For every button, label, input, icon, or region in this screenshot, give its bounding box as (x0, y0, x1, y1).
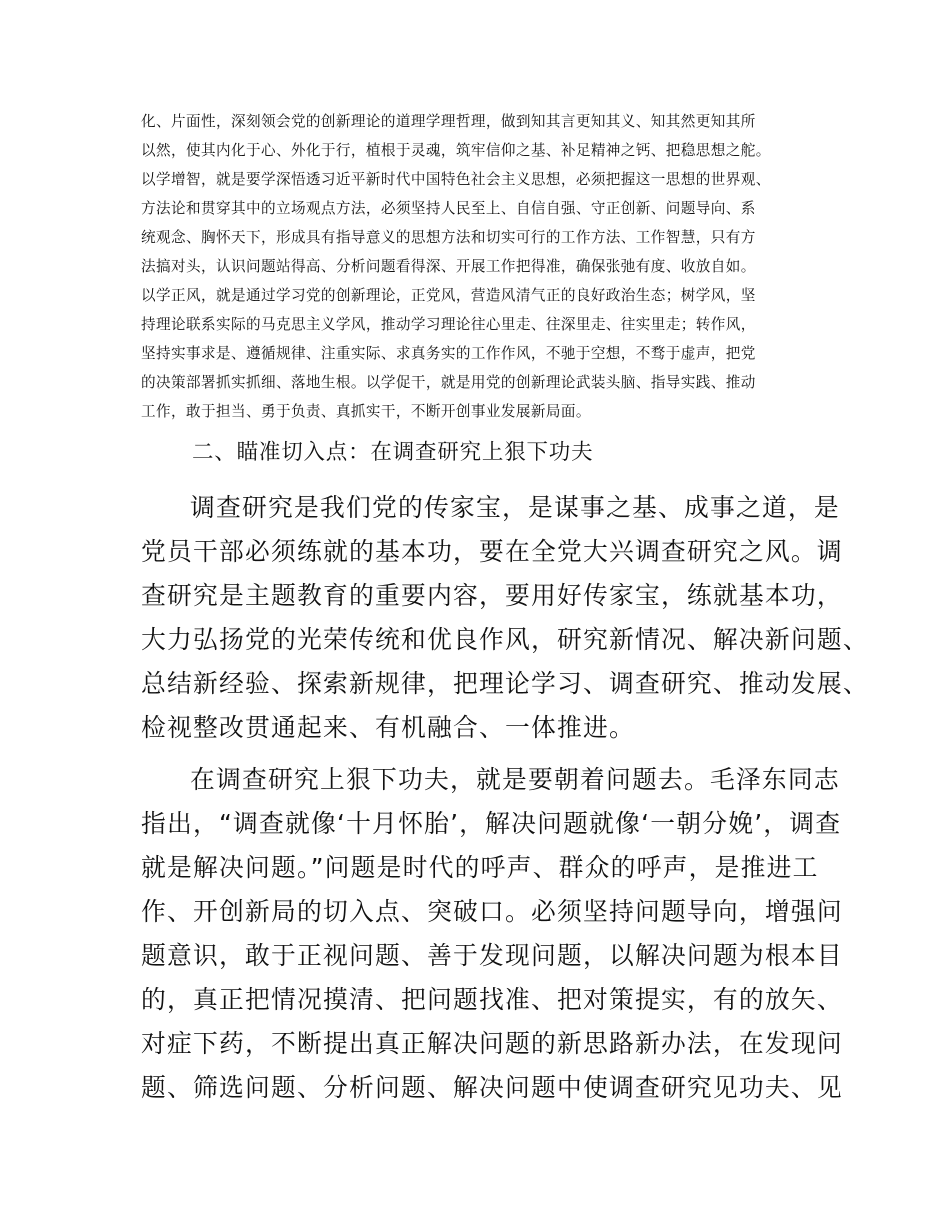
intro-line: 统观念、胸怀天下，形成具有指导意义的思想方法和切实可行的工作方法、工作智慧，只有方 (141, 229, 756, 246)
paragraph-line: 党员干部必须练就的基本功，要在全党大兴调查研究之风。调 (141, 537, 843, 566)
paragraph-line: 题意识，敢于正视问题、善于发现问题，以解决问题为根本目 (141, 941, 843, 970)
intro-line: 方法论和贯穿其中的立场观点方法，必须坚持人民至上、自信自强、守正创新、问题导向、系 (141, 200, 756, 217)
paragraph-line: 查研究是主题教育的重要内容，要用好传家宝，练就基本功， (141, 581, 843, 610)
intro-line: 化、片面性，深刻领会党的创新理论的道理学理哲理，做到知其言更知其义、知其然更知其所 (141, 113, 756, 130)
paragraph-line: 在调查研究上狠下功夫，就是要朝着问题去。毛泽东同志 (190, 765, 840, 794)
intro-line: 法搞对头，认识问题站得高、分析问题看得深、开展工作把得准，确保张弛有度、收放自如。 (141, 258, 756, 275)
intro-line: 持理论联系实际的马克思主义学风，推动学习理论往心里走、往深里走、往实里走；转作风， (141, 316, 756, 333)
paragraph-line: 调查研究是我们党的传家宝，是谋事之基、成事之道，是 (190, 493, 840, 522)
intro-line: 以学增智，就是要学深悟透习近平新时代中国特色社会主义思想，必须把握这一思想的世界观、 (141, 171, 771, 188)
intro-line: 以学正风，就是通过学习党的创新理论，正党风，营造风清气正的良好政治生态；树学风，坚 (141, 287, 756, 304)
paragraph-line: 就是解决问题。”问题是时代的呼声、群众的呼声，是推进工 (141, 853, 819, 882)
paragraph-line: 大力弘扬党的光荣传统和优良作风，研究新情况、解决新问题、 (141, 625, 869, 654)
intro-line: 工作，敢于担当、勇于负责、真抓实干，不断开创事业发展新局面。 (141, 403, 591, 420)
paragraph-line: 的，真正把情况摸清、把问题找准、把对策提实，有的放矢、 (141, 985, 843, 1014)
section-heading: 二、瞄准切入点：在调查研究上狠下功夫 (192, 440, 594, 465)
paragraph-line: 题、筛选问题、分析问题、解决问题中使调查研究见功夫、见 (141, 1073, 843, 1102)
intro-line: 以然，使其内化于心、外化于行，植根于灵魂，筑牢信仰之基、补足精神之钙、把稳思想之舵。 (141, 142, 771, 159)
paragraph-line: 检视整改贯通起来、有机融合、一体推进。 (141, 713, 635, 742)
paragraph-line: 总结新经验、探索新规律，把理论学习、调查研究、推动发展、 (141, 669, 869, 698)
paragraph-line: 指出，“调查就像‘十月怀胎’，解决问题就像‘一朝分娩’，调查 (141, 809, 842, 838)
intro-line: 坚持实事求是、遵循规律、注重实际、求真务实的工作作风，不驰于空想，不骛于虚声，把党 (141, 345, 756, 362)
paragraph-line: 作、开创新局的切入点、突破口。必须坚持问题导向，增强问 (141, 897, 843, 926)
paragraph-line: 对症下药，不断提出真正解决问题的新思路新办法，在发现问 (141, 1029, 843, 1058)
intro-line: 的决策部署抓实抓细、落地生根。以学促干，就是用党的创新理论武装头脑、指导实践、推动 (141, 374, 756, 391)
